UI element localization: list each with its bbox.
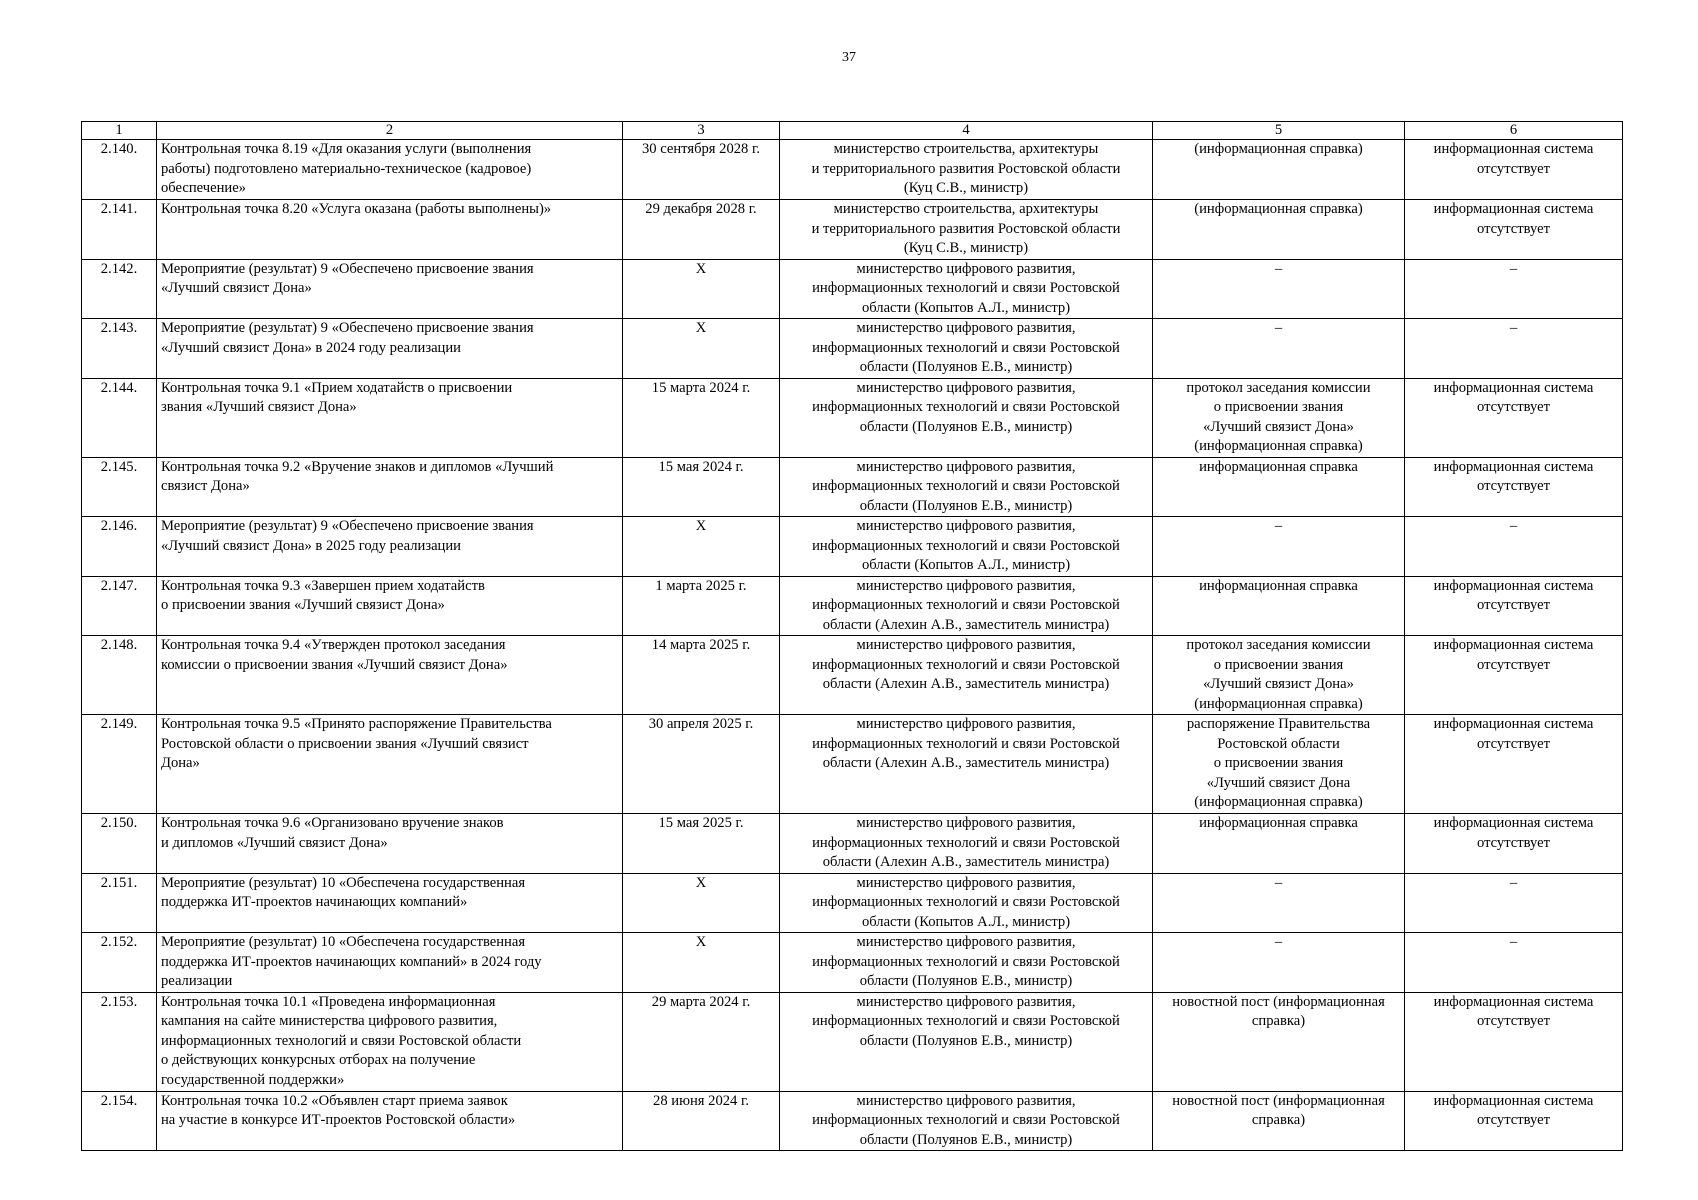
event-name-line: Контрольная точка 9.1 «Прием ходатайств о присвоении <box>161 379 513 396</box>
confirming-document-line: (информационная справка) <box>1194 201 1363 217</box>
confirming-document-line: – <box>1274 874 1283 891</box>
responsible-party-cell <box>780 814 1153 874</box>
information-system-line: – <box>1509 260 1518 277</box>
information-system-line: отсутствует <box>1476 478 1550 494</box>
column-number-6: 6 <box>1405 122 1623 140</box>
information-system-line: информационная система <box>1433 379 1594 396</box>
row-number-cell: 2.145. <box>82 457 157 517</box>
information-system-line: – <box>1509 874 1518 891</box>
information-system-line: отсутствует <box>1476 1112 1550 1128</box>
confirming-document-line: (информационная справка) <box>1194 695 1363 712</box>
event-name-line: на участие в конкурсе ИТ-проектов Ростовской области» <box>161 1112 516 1128</box>
information-system-line: информационная система <box>1433 577 1594 594</box>
event-name-line: Контрольная точка 9.2 «Вручение знаков и дипломов «Лучший <box>161 458 554 475</box>
responsible-party-cell <box>780 992 1153 1091</box>
responsible-party-line: информационных технологий и связи Ростовской <box>812 1112 1120 1128</box>
responsible-party-line: области (Полуянов Е.В., министр) <box>859 497 1073 514</box>
confirming-document-cell <box>1153 576 1405 636</box>
confirming-document-cell <box>1153 814 1405 874</box>
responsible-party-line: области (Полуянов Е.В., министр) <box>859 1131 1073 1148</box>
confirming-document-line: распоряжение Правительства <box>1186 716 1371 732</box>
confirming-document-line: – <box>1274 518 1283 534</box>
plan-table <box>81 121 1623 1151</box>
responsible-party-line: и территориального развития Ростовской области <box>811 220 1121 237</box>
responsible-party-cell <box>780 576 1153 636</box>
row-number-cell: 2.146. <box>82 517 157 577</box>
column-number-1: 1 <box>82 122 157 140</box>
responsible-party-line: информационных технологий и связи Ростовской <box>812 399 1120 415</box>
row-number-cell: 2.148. <box>82 636 157 715</box>
event-name-line: Мероприятие (результат) 9 «Обеспечено присвоение звания <box>161 320 534 336</box>
table-row <box>82 715 1623 814</box>
table-row <box>82 517 1623 577</box>
table-row <box>82 259 1623 319</box>
confirming-document-cell <box>1153 1091 1405 1151</box>
event-name-line: «Лучший связист Дона» в 2024 году реализации <box>161 339 461 356</box>
responsible-party-line: министерство цифрового развития, <box>856 458 1076 475</box>
responsible-party-line: министерство цифрового развития, <box>856 577 1076 594</box>
confirming-document-line: новостной пост (информационная <box>1172 1092 1385 1109</box>
event-name-line: поддержка ИТ-проектов начинающих компаний» <box>161 894 468 910</box>
confirming-document-line: – <box>1274 320 1283 336</box>
responsible-party-cell <box>780 517 1153 577</box>
confirming-document-cell <box>1153 319 1405 379</box>
event-name-line: Дона» <box>161 755 200 771</box>
event-name-line: Контрольная точка 9.6 «Организовано вручение знаков <box>161 815 504 831</box>
responsible-party-line: информационных технологий и связи Ростовской <box>812 537 1120 554</box>
information-system-line: – <box>1509 320 1518 336</box>
deadline-date-cell: 14 марта 2025 г. <box>623 636 780 715</box>
table-row <box>82 992 1623 1091</box>
information-system-cell <box>1405 378 1623 457</box>
information-system-cell <box>1405 992 1623 1091</box>
confirming-document-line: «Лучший связист Дона» <box>1203 676 1354 692</box>
confirming-document-line: о присвоении звания <box>1213 399 1344 415</box>
row-number-cell: 2.151. <box>82 873 157 933</box>
information-system-line: отсутствует <box>1476 597 1550 613</box>
information-system-line: – <box>1509 934 1518 950</box>
row-number-cell: 2.150. <box>82 814 157 874</box>
responsible-party-line: области (Полуянов Е.В., министр) <box>859 973 1073 989</box>
table-row <box>82 814 1623 874</box>
table-row <box>82 319 1623 379</box>
confirming-document-line: протокол заседания комиссии <box>1186 379 1371 396</box>
table-row <box>82 457 1623 517</box>
information-system-line: отсутствует <box>1476 160 1550 177</box>
confirming-document-line: справка) <box>1251 1013 1306 1029</box>
event-name-line: звания «Лучший связист Дона» <box>161 399 357 415</box>
event-name-cell <box>157 200 623 260</box>
event-name-cell <box>157 715 623 814</box>
responsible-party-cell <box>780 378 1153 457</box>
event-name-line: государственной поддержки» <box>161 1071 345 1088</box>
responsible-party-line: министерство цифрового развития, <box>856 1092 1076 1109</box>
confirming-document-cell <box>1153 933 1405 993</box>
information-system-line: отсутствует <box>1476 735 1550 752</box>
information-system-cell <box>1405 814 1623 874</box>
information-system-line: отсутствует <box>1476 656 1550 673</box>
confirming-document-line: о присвоении звания <box>1213 656 1344 673</box>
confirming-document-cell <box>1153 715 1405 814</box>
event-name-line: работы) подготовлено материально-техническое (кадровое) <box>161 160 532 177</box>
confirming-document-line: – <box>1274 260 1283 277</box>
responsible-party-line: министерство цифрового развития, <box>856 874 1076 891</box>
event-name-cell <box>157 814 623 874</box>
confirming-document-cell <box>1153 873 1405 933</box>
event-name-line: «Лучший связист Дона» в 2025 году реализации <box>161 537 461 554</box>
confirming-document-line: информационная справка <box>1199 577 1358 594</box>
deadline-date-cell: 30 апреля 2025 г. <box>623 715 780 814</box>
responsible-party-line: области (Копытов А.Л., министр) <box>861 557 1071 573</box>
event-name-cell <box>157 1091 623 1151</box>
confirming-document-cell <box>1153 517 1405 577</box>
confirming-document-line: (информационная справка) <box>1194 794 1363 810</box>
responsible-party-line: министерство строительства, архитектуры <box>833 201 1099 217</box>
responsible-party-line: министерство цифрового развития, <box>856 716 1076 732</box>
event-name-line: Контрольная точка 9.4 «Утвержден протокол заседания <box>161 637 506 653</box>
information-system-cell <box>1405 1091 1623 1151</box>
row-number-cell: 2.147. <box>82 576 157 636</box>
information-system-line: отсутствует <box>1476 220 1550 237</box>
information-system-line: отсутствует <box>1476 834 1550 851</box>
event-name-cell <box>157 378 623 457</box>
responsible-party-cell <box>780 140 1153 200</box>
responsible-party-cell <box>780 319 1153 379</box>
column-number-3: 3 <box>623 122 780 140</box>
information-system-cell <box>1405 873 1623 933</box>
information-system-cell <box>1405 576 1623 636</box>
event-name-cell <box>157 259 623 319</box>
responsible-party-line: министерство цифрового развития, <box>856 260 1076 277</box>
event-name-cell <box>157 319 623 379</box>
information-system-cell <box>1405 517 1623 577</box>
deadline-date-cell: 15 марта 2024 г. <box>623 378 780 457</box>
responsible-party-line: области (Алехин А.В., заместитель министра) <box>822 854 1110 870</box>
deadline-date-cell: X <box>623 873 780 933</box>
information-system-line: отсутствует <box>1476 1013 1550 1029</box>
information-system-line: информационная система <box>1433 201 1594 217</box>
information-system-cell <box>1405 457 1623 517</box>
confirming-document-line: о присвоении звания <box>1213 755 1344 771</box>
table-row <box>82 873 1623 933</box>
deadline-date-cell: 28 июня 2024 г. <box>623 1091 780 1151</box>
responsible-party-line: области (Алехин А.В., заместитель министра) <box>822 676 1110 692</box>
responsible-party-line: (Куц С.В., министр) <box>903 240 1029 256</box>
row-number-cell: 2.144. <box>82 378 157 457</box>
confirming-document-line: справка) <box>1251 1112 1306 1128</box>
information-system-cell <box>1405 933 1623 993</box>
information-system-line: информационная система <box>1433 637 1594 653</box>
deadline-date-cell: 1 марта 2025 г. <box>623 576 780 636</box>
responsible-party-line: информационных технологий и связи Ростовской <box>812 735 1120 752</box>
event-name-cell <box>157 992 623 1091</box>
column-number-5: 5 <box>1153 122 1405 140</box>
responsible-party-line: информационных технологий и связи Ростовской <box>812 280 1120 296</box>
responsible-party-line: и территориального развития Ростовской области <box>811 160 1121 177</box>
confirming-document-line: «Лучший связист Дона» <box>1203 418 1354 435</box>
deadline-date-cell: X <box>623 933 780 993</box>
responsible-party-cell <box>780 457 1153 517</box>
responsible-party-cell <box>780 1091 1153 1151</box>
responsible-party-cell <box>780 933 1153 993</box>
event-name-line: и дипломов «Лучший связист Дона» <box>161 834 388 851</box>
deadline-date-cell: X <box>623 517 780 577</box>
table-row <box>82 636 1623 715</box>
column-number-row <box>82 122 1623 140</box>
responsible-party-line: министерство цифрового развития, <box>856 993 1076 1010</box>
responsible-party-line: министерство строительства, архитектуры <box>833 141 1099 157</box>
responsible-party-cell <box>780 259 1153 319</box>
information-system-cell <box>1405 259 1623 319</box>
row-number-cell: 2.140. <box>82 140 157 200</box>
table-row <box>82 1091 1623 1151</box>
information-system-cell <box>1405 636 1623 715</box>
event-name-line: Контрольная точка 10.1 «Проведена информационная <box>161 993 496 1010</box>
column-number-4: 4 <box>780 122 1153 140</box>
responsible-party-line: министерство цифрового развития, <box>856 379 1076 396</box>
event-name-cell <box>157 576 623 636</box>
table-row <box>82 378 1623 457</box>
row-number-cell: 2.153. <box>82 992 157 1091</box>
confirming-document-line: Ростовской области <box>1217 735 1340 752</box>
confirming-document-line: «Лучший связист Дона <box>1206 774 1351 791</box>
column-number-2: 2 <box>157 122 623 140</box>
event-name-line: реализации <box>161 973 233 989</box>
event-name-line: Контрольная точка 8.20 «Услуга оказана (работы выполнены)» <box>161 201 552 217</box>
event-name-line: Контрольная точка 8.19 «Для оказания услуги (выполнения <box>161 141 532 157</box>
table-row <box>82 140 1623 200</box>
event-name-cell <box>157 517 623 577</box>
responsible-party-line: области (Алехин А.В., заместитель министра) <box>822 616 1110 633</box>
confirming-document-cell <box>1153 378 1405 457</box>
responsible-party-line: информационных технологий и связи Ростовской <box>812 597 1120 613</box>
deadline-date-cell: 29 марта 2024 г. <box>623 992 780 1091</box>
deadline-date-cell: 29 декабря 2028 г. <box>623 200 780 260</box>
responsible-party-cell <box>780 636 1153 715</box>
responsible-party-cell <box>780 873 1153 933</box>
deadline-date-cell: 30 сентября 2028 г. <box>623 140 780 200</box>
event-name-line: Мероприятие (результат) 10 «Обеспечена государственная <box>161 934 526 950</box>
responsible-party-line: области (Алехин А.В., заместитель министра) <box>822 755 1110 771</box>
table-row <box>82 200 1623 260</box>
information-system-cell <box>1405 200 1623 260</box>
responsible-party-line: информационных технологий и связи Ростовской <box>812 656 1120 673</box>
table-row <box>82 576 1623 636</box>
responsible-party-line: информационных технологий и связи Ростовской <box>812 478 1120 494</box>
information-system-line: информационная система <box>1433 815 1594 831</box>
event-name-line: «Лучший связист Дона» <box>161 280 312 296</box>
deadline-date-cell: 15 мая 2024 г. <box>623 457 780 517</box>
table-row <box>82 933 1623 993</box>
event-name-line: кампания на сайте министерства цифрового развития, <box>161 1013 498 1029</box>
responsible-party-line: министерство цифрового развития, <box>856 637 1076 653</box>
deadline-date-cell: X <box>623 319 780 379</box>
event-name-line: Мероприятие (результат) 10 «Обеспечена государственная <box>161 874 526 891</box>
event-name-line: о присвоении звания «Лучший связист Дона» <box>161 597 445 613</box>
event-name-cell <box>157 457 623 517</box>
responsible-party-line: области (Копытов А.Л., министр) <box>861 913 1071 930</box>
event-name-line: обеспечение» <box>161 180 246 196</box>
page-number: 37 <box>842 50 856 65</box>
confirming-document-line: (информационная справка) <box>1194 438 1363 454</box>
row-number-cell: 2.154. <box>82 1091 157 1151</box>
event-name-cell <box>157 140 623 200</box>
information-system-line: информационная система <box>1433 716 1594 732</box>
event-name-line: Мероприятие (результат) 9 «Обеспечено присвоение звания <box>161 518 534 534</box>
confirming-document-line: информационная справка <box>1199 815 1358 831</box>
information-system-line: – <box>1509 518 1518 534</box>
confirming-document-cell <box>1153 140 1405 200</box>
responsible-party-cell <box>780 715 1153 814</box>
responsible-party-line: информационных технологий и связи Ростовской <box>812 1013 1120 1029</box>
responsible-party-line: информационных технологий и связи Ростовской <box>812 894 1120 910</box>
event-name-line: Ростовской области о присвоении звания «Лучший связист <box>161 735 529 752</box>
confirming-document-line: (информационная справка) <box>1194 141 1363 157</box>
information-system-line: информационная система <box>1433 458 1594 475</box>
information-system-cell <box>1405 140 1623 200</box>
confirming-document-cell <box>1153 636 1405 715</box>
event-name-cell <box>157 636 623 715</box>
row-number-cell: 2.142. <box>82 259 157 319</box>
responsible-party-line: министерство цифрового развития, <box>856 518 1076 534</box>
row-number-cell: 2.141. <box>82 200 157 260</box>
responsible-party-line: информационных технологий и связи Ростовской <box>812 953 1120 970</box>
responsible-party-line: области (Полуянов Е.В., министр) <box>859 418 1073 435</box>
responsible-party-line: области (Полуянов Е.В., министр) <box>859 359 1073 375</box>
information-system-line: информационная система <box>1433 141 1594 157</box>
row-number-cell: 2.149. <box>82 715 157 814</box>
event-name-line: Контрольная точка 9.3 «Завершен прием ходатайств <box>161 577 485 594</box>
responsible-party-line: (Куц С.В., министр) <box>903 180 1029 196</box>
responsible-party-line: министерство цифрового развития, <box>856 320 1076 336</box>
event-name-line: Мероприятие (результат) 9 «Обеспечено присвоение звания <box>161 260 534 277</box>
row-number-cell: 2.143. <box>82 319 157 379</box>
event-name-cell <box>157 933 623 993</box>
confirming-document-line: новостной пост (информационная <box>1172 993 1385 1010</box>
information-system-line: информационная система <box>1433 1092 1594 1109</box>
event-name-line: Контрольная точка 9.5 «Принято распоряжение Правительства <box>161 716 552 732</box>
deadline-date-cell: X <box>623 259 780 319</box>
event-name-line: Контрольная точка 10.2 «Объявлен старт приема заявок <box>161 1092 508 1109</box>
confirming-document-cell <box>1153 259 1405 319</box>
information-system-cell <box>1405 715 1623 814</box>
row-number-cell: 2.152. <box>82 933 157 993</box>
responsible-party-line: информационных технологий и связи Ростовской <box>812 339 1120 356</box>
event-name-line: информационных технологий и связи Ростовской области <box>161 1032 522 1049</box>
confirming-document-cell <box>1153 457 1405 517</box>
confirming-document-cell <box>1153 200 1405 260</box>
event-name-line: связист Дона» <box>161 478 250 494</box>
responsible-party-line: информационных технологий и связи Ростовской <box>812 834 1120 851</box>
information-system-line: информационная система <box>1433 993 1594 1010</box>
responsible-party-line: области (Копытов А.Л., министр) <box>861 299 1071 316</box>
responsible-party-cell <box>780 200 1153 260</box>
event-name-line: о действующих конкурсных отборах на получение <box>161 1052 476 1068</box>
deadline-date-cell: 15 мая 2025 г. <box>623 814 780 874</box>
event-name-cell <box>157 873 623 933</box>
confirming-document-cell <box>1153 992 1405 1091</box>
information-system-cell <box>1405 319 1623 379</box>
responsible-party-line: министерство цифрового развития, <box>856 815 1076 831</box>
responsible-party-line: области (Полуянов Е.В., министр) <box>859 1032 1073 1049</box>
event-name-line: комиссии о присвоении звания «Лучший связист Дона» <box>161 656 508 673</box>
confirming-document-line: – <box>1274 934 1283 950</box>
information-system-line: отсутствует <box>1476 399 1550 415</box>
responsible-party-line: министерство цифрового развития, <box>856 934 1076 950</box>
confirming-document-line: информационная справка <box>1199 458 1358 475</box>
event-name-line: поддержка ИТ-проектов начинающих компаний» в 2024 году <box>161 953 542 970</box>
confirming-document-line: протокол заседания комиссии <box>1186 637 1371 653</box>
